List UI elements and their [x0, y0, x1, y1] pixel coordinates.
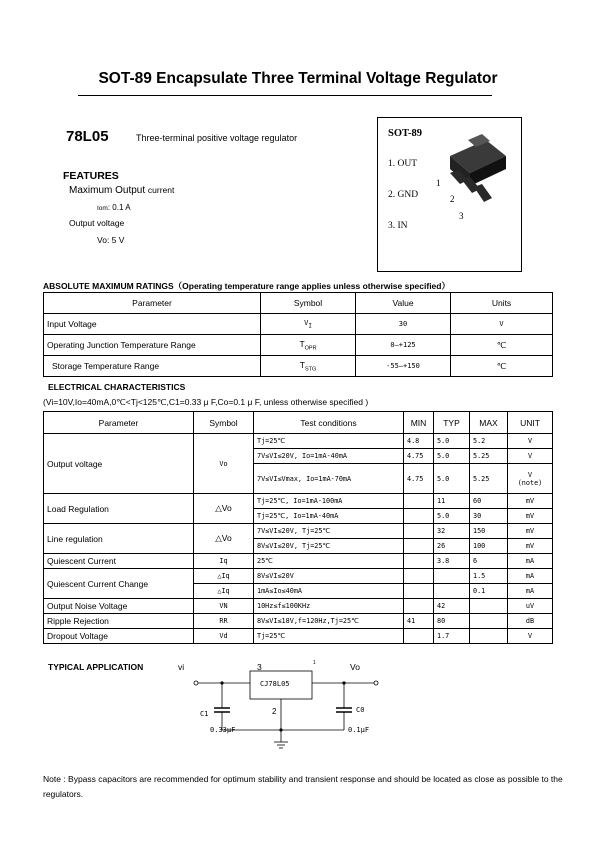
- table-row: [44, 629, 553, 644]
- symbol-sub: STG: [304, 366, 317, 373]
- pin-num-3: 3: [459, 211, 464, 221]
- cell-param: Storage Temperature Range: [44, 356, 261, 377]
- cell-cond: 7V≤VI≤20V, Io=1mA-40mA: [254, 449, 404, 464]
- pin1-label: 1: [313, 660, 316, 666]
- cell-unit: V: [451, 314, 553, 335]
- cell-min: [404, 569, 434, 584]
- max-output-suffix: current: [147, 185, 175, 195]
- cell-typ: 11: [434, 494, 470, 509]
- cell-min: [404, 494, 434, 509]
- c1-value: 0.33μF: [210, 726, 236, 734]
- cell-max: 150: [470, 524, 508, 539]
- cell-cond: Tj=25℃, Io=1mA-100mA: [254, 494, 404, 509]
- table-row: [44, 335, 553, 356]
- table-header-row: [44, 412, 553, 434]
- package-title: SOT-89: [388, 128, 423, 139]
- table-row: [44, 569, 553, 584]
- cell-max: [470, 599, 508, 614]
- col-header: Symbol: [261, 293, 356, 314]
- page-title: SOT-89 Encapsulate Three Terminal Voltage Regulator: [98, 70, 498, 87]
- cell-typ: 5.0: [434, 434, 470, 449]
- cell-cond: 8V≤VI≤20V: [254, 569, 404, 584]
- cell-cond: Tj=25℃: [254, 434, 404, 449]
- cell-symbol: VN: [194, 599, 254, 614]
- cell-cond: Tj=25℃: [254, 629, 404, 644]
- cell-param: Quiescent Current: [44, 554, 194, 569]
- cell-max: 30: [470, 509, 508, 524]
- cell-cond: 8V≤VI≤18V,f=120Hz,Tj=25℃: [254, 614, 404, 629]
- table-row: [44, 356, 553, 377]
- max-output-label: Maximum Output: [69, 185, 146, 196]
- cell-min: 4.75: [404, 449, 434, 464]
- cell-value: 0—+125: [356, 335, 451, 356]
- cell-value: -55—+150: [356, 356, 451, 377]
- cell-symbol: △Iq: [194, 584, 254, 599]
- cell-max: 6: [470, 554, 508, 569]
- col-header: Parameter: [44, 293, 261, 314]
- cell-unit: V: [508, 449, 553, 464]
- col-header: Value: [356, 293, 451, 314]
- cell-symbol: △Vo: [194, 524, 254, 554]
- cell-unit: mV: [508, 524, 553, 539]
- table-row: [44, 494, 553, 509]
- cell-param: Output voltage: [44, 434, 194, 494]
- table-row: [44, 614, 553, 629]
- package-box: [377, 117, 522, 272]
- abs-max-heading: ABSOLUTE MAXIMUM RATINGS（Operating temperature range applies unless otherwise specified）: [43, 281, 450, 291]
- cell-typ: 5.0: [434, 509, 470, 524]
- part-number: 78L05: [66, 128, 109, 145]
- cell-symbol: Vd: [194, 629, 254, 644]
- cell-unit: ℃: [451, 335, 553, 356]
- cell-symbol: [261, 356, 356, 377]
- cell-max: [470, 629, 508, 644]
- symbol-text: T: [299, 359, 305, 370]
- elec-conditions: (Vi=10V,Io=40mA,0℃<Tj<125℃,C1=0.33 μ F,Co=0.1 μ F, unless otherwise specified ): [43, 397, 369, 407]
- features-heading: FEATURES: [63, 170, 119, 182]
- col-header: UNIT: [508, 412, 553, 434]
- cell-min: [404, 509, 434, 524]
- chip-label: CJ78L05: [260, 680, 290, 688]
- cell-unit: mV: [508, 509, 553, 524]
- part-description: Three-terminal positive voltage regulator: [136, 133, 298, 143]
- cell-cond: 10Hz≤f≤100KHz: [254, 599, 404, 614]
- col-header: MAX: [470, 412, 508, 434]
- cell-max: 5.2: [470, 434, 508, 449]
- table-row: [44, 554, 553, 569]
- cell-max: [470, 614, 508, 629]
- cell-min: [404, 629, 434, 644]
- cell-unit: V: [508, 629, 553, 644]
- col-header: Symbol: [194, 412, 254, 434]
- cell-min: 4.8: [404, 434, 434, 449]
- cell-cond: 8V≤VI≤20V, Tj=25℃: [254, 539, 404, 554]
- table-row: [44, 314, 553, 335]
- title-divider: [78, 95, 492, 96]
- cell-min: [404, 584, 434, 599]
- bypass-note: Note : Bypass capacitors are recommended for optimum stability and transient response and should be located as close as possible to the regulators.: [43, 774, 563, 799]
- c1-label: C1: [200, 710, 209, 718]
- cell-param: Output Noise Voltage: [44, 599, 194, 614]
- vo-line: [97, 235, 124, 245]
- cell-typ: 5.0: [434, 464, 470, 494]
- cell-unit: [508, 464, 553, 494]
- table-header-row: [44, 293, 553, 314]
- cell-cond: 25℃: [254, 554, 404, 569]
- col-header: MIN: [404, 412, 434, 434]
- cell-typ: [434, 584, 470, 599]
- col-header: Units: [451, 293, 553, 314]
- pin3-label: 3: [257, 662, 262, 672]
- symbol-sub: OPR: [304, 345, 317, 352]
- cell-cond: Tj=25℃, Io=1mA-40mA: [254, 509, 404, 524]
- abs-max-table: [43, 292, 553, 377]
- cell-symbol: △Vo: [194, 494, 254, 524]
- cell-unit: mA: [508, 584, 553, 599]
- cell-max: 5.25: [470, 449, 508, 464]
- cell-value: 30: [356, 314, 451, 335]
- cell-unit: mV: [508, 494, 553, 509]
- cell-cond: 7V≤VI≤Vmax, Io=1mA-70mA: [254, 464, 404, 494]
- table-row: [44, 524, 553, 539]
- cell-max: 1.5: [470, 569, 508, 584]
- cell-unit: dB: [508, 614, 553, 629]
- cell-typ: 1.7: [434, 629, 470, 644]
- iom-line: [97, 203, 131, 212]
- table-row: [44, 599, 553, 614]
- output-voltage-label: Output voltage: [69, 218, 125, 228]
- pin-num-1: 1: [436, 178, 441, 188]
- pin-3-label: 3. IN: [388, 221, 408, 231]
- pin2-label: 2: [272, 707, 277, 716]
- elec-table: [43, 411, 553, 644]
- cell-unit: mA: [508, 569, 553, 584]
- vo-out-label: Vo: [350, 662, 360, 672]
- cell-param: Ripple Rejection: [44, 614, 194, 629]
- cell-max: 0.1: [470, 584, 508, 599]
- col-header: Test conditions: [254, 412, 404, 434]
- cell-min: [404, 524, 434, 539]
- cell-param: Operating Junction Temperature Range: [44, 335, 261, 356]
- cell-unit: mA: [508, 554, 553, 569]
- pin-2-label: 2. GND: [388, 190, 419, 200]
- cell-min: [404, 539, 434, 554]
- cell-max: 5.25: [470, 464, 508, 494]
- cell-param: Dropout Voltage: [44, 629, 194, 644]
- table-row: [44, 434, 553, 449]
- cell-max: 60: [470, 494, 508, 509]
- elec-heading: ELECTRICAL CHARACTERISTICS: [48, 382, 186, 392]
- cell-typ: 42: [434, 599, 470, 614]
- cell-param: Input Voltage: [44, 314, 261, 335]
- vo-value: : 5 V: [106, 235, 125, 245]
- cell-max: 100: [470, 539, 508, 554]
- cell-symbol: Vo: [194, 434, 254, 494]
- pin-num-2: 2: [450, 194, 455, 204]
- cell-symbol: [261, 314, 356, 335]
- symbol-sub: I: [308, 323, 312, 330]
- col-header: Parameter: [44, 412, 194, 434]
- cell-cond: 7V≤VI≤20V, Tj=25℃: [254, 524, 404, 539]
- cell-unit: mV: [508, 539, 553, 554]
- cell-symbol: △Iq: [194, 569, 254, 584]
- cell-min: 41: [404, 614, 434, 629]
- max-output-line: [69, 185, 174, 196]
- cell-typ: 26: [434, 539, 470, 554]
- iom-label: Iom: [97, 205, 108, 212]
- iom-value: : 0.1 A: [107, 203, 131, 212]
- cell-param: Load Regulation: [44, 494, 194, 524]
- cell-param: Quiescent Current Change: [44, 569, 194, 599]
- vi-label: vi: [178, 662, 185, 672]
- cell-symbol: [261, 335, 356, 356]
- cell-typ: 3.8: [434, 554, 470, 569]
- cell-typ: 5.0: [434, 449, 470, 464]
- cell-unit: uV: [508, 599, 553, 614]
- c0-label: C0: [356, 706, 365, 714]
- cell-unit: V: [508, 434, 553, 449]
- cell-min: 4.75: [404, 464, 434, 494]
- vo-label: Vo: [97, 235, 107, 245]
- cell-cond: 1mA≤Io≤40mA: [254, 584, 404, 599]
- cell-typ: 80: [434, 614, 470, 629]
- cell-min: [404, 554, 434, 569]
- cell-typ: 32: [434, 524, 470, 539]
- col-header: TYP: [434, 412, 470, 434]
- typical-app-heading: TYPICAL APPLICATION: [48, 662, 144, 672]
- cell-min: [404, 599, 434, 614]
- symbol-text: T: [299, 338, 305, 349]
- symbol-text: V: [304, 318, 309, 327]
- cell-typ: [434, 569, 470, 584]
- unit-note: (note): [517, 478, 543, 487]
- c0-value: 0.1μF: [348, 726, 370, 734]
- pin-1-label: 1. OUT: [388, 159, 418, 169]
- unit-text: V: [527, 470, 533, 479]
- cell-symbol: Iq: [194, 554, 254, 569]
- cell-unit: ℃: [451, 356, 553, 377]
- cell-param: Line regulation: [44, 524, 194, 554]
- cell-symbol: RR: [194, 614, 254, 629]
